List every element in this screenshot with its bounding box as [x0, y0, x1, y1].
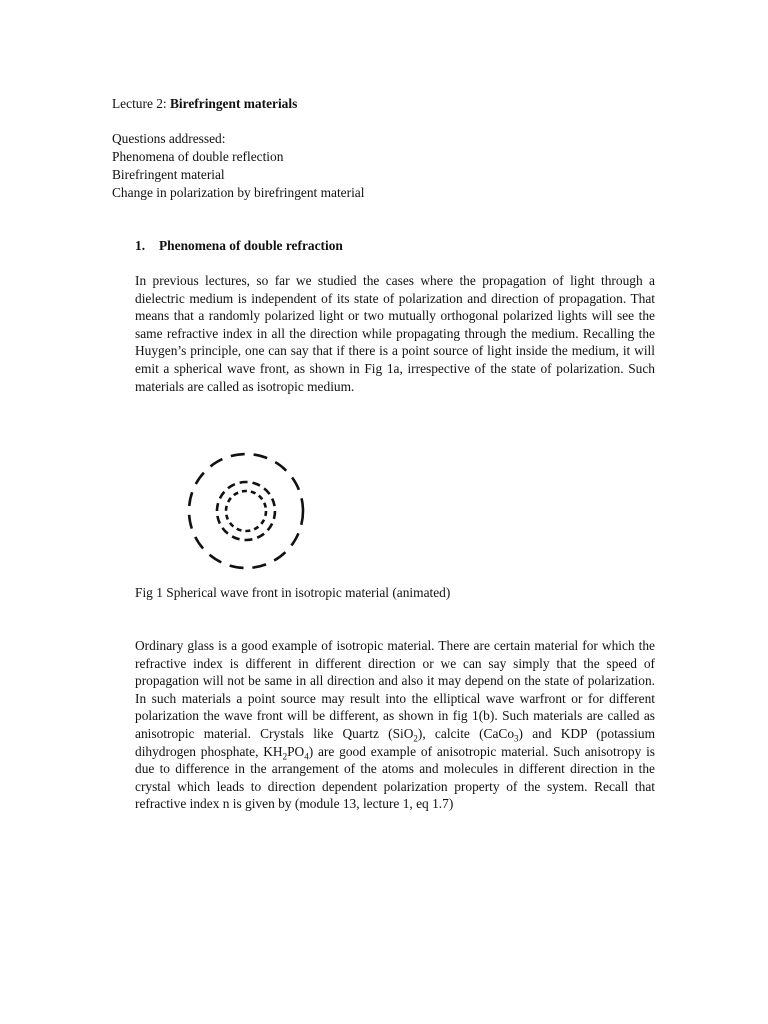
- inner-wavefront-circle: [226, 491, 266, 531]
- outer-wavefront-circle: [189, 454, 303, 568]
- figure-caption: Fig 1 Spherical wave front in isotropic material (animated): [135, 585, 451, 600]
- questions-heading: Questions addressed:: [112, 131, 226, 146]
- lecture-title: Birefringent materials: [170, 96, 298, 111]
- question-item: Birefringent material: [112, 167, 225, 182]
- section-number: 1.: [135, 238, 146, 253]
- lecture-header: [112, 95, 297, 113]
- spherical-wavefront-figure: [180, 445, 320, 590]
- paragraph-isotropic: In previous lectures, so far we studied the cases where the propagation of light through a dielectric medium is independent of its state of polarization and direction of propagation. That means that a randomly polarized light or two mutually orthogonal polarized lights will see the same refractive index in all the direction while propagating through the medium. Recalling the Huygen’s principle, one can say that if there is a point source of light inside the medium, it will emit a spherical wave front, as shown in Fig 1a, irrespective of the state of polarization. Such materials are called as isotropic medium.: [135, 273, 655, 394]
- question-item: Change in polarization by birefringent material: [112, 185, 365, 200]
- question-item: Phenomena of double reflection: [112, 149, 284, 164]
- wavefront-diagram: [180, 445, 320, 585]
- section-title: Phenomena of double refraction: [159, 238, 343, 253]
- section-heading: [135, 237, 343, 255]
- lecture-prefix: Lecture 2:: [112, 96, 170, 111]
- paragraph-anisotropic: Ordinary glass is a good example of isotropic material. There are certain material for which the refractive index is different in different direction or we can say simply that the speed of propagation will not be same in all direction and also it may depend on the state of polarization. In such materials a point source may result into the elliptical wave warfront or for different polarization the wave front will be different, as shown in fig 1(b). Such materials are called as anisotropic material. Crystals like Quartz (SiO$_2$), calcite (CaCo$_3$) and KDP (potassium dihydrogen phosphate, $KH_2PO_4$) are good example of anisotropic material. Such anisotropy is due to difference in the arrangement of the atoms and molecules in different direction in the crystal which leads to direction dependent polarization property of the system. Recall that refractive index n is given by (module 13, lecture 1, eq 1.7): [135, 638, 656, 812]
